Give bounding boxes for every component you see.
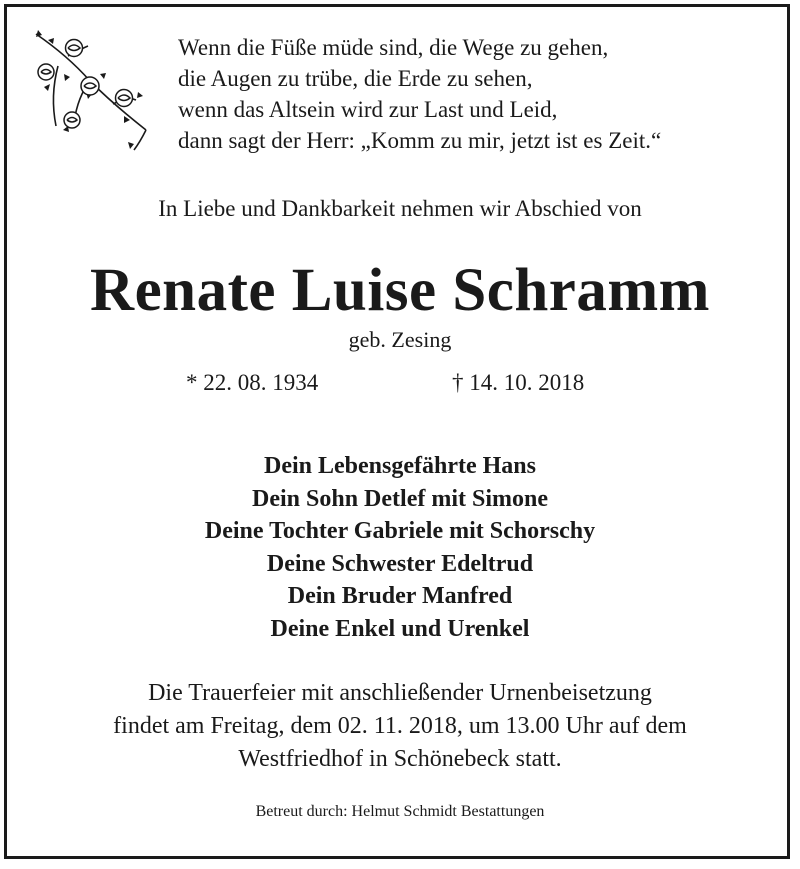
roses-branch-icon [28, 26, 158, 156]
poem [178, 32, 661, 156]
poem-line: Wenn die Füße müde sind, die Wege zu gehen, [178, 35, 609, 60]
death-date: † 14. 10. 2018 [452, 370, 585, 395]
birth-date: * 22. 08. 1934 [186, 370, 319, 395]
funeral-home-note: Betreut durch: Helmut Schmidt Bestattungen [255, 803, 545, 820]
mourner-item: Dein Bruder Manfred [287, 583, 513, 609]
funeral-line: Die Trauerfeier mit anschließender Urnenbeisetzung [148, 680, 652, 706]
mourner-item: Deine Schwester Edeltrud [266, 550, 534, 577]
mourner-item: Dein Sohn Detlef mit Simone [252, 485, 548, 512]
funeral-info [0, 677, 800, 776]
deceased-name: Renate Luise Schramm [90, 257, 710, 324]
intro-text: In Liebe und Dankbarkeit nehmen wir Abschied von [158, 196, 642, 221]
funeral-line: findet am Freitag, dem 02. 11. 2018, um 13.00 Uhr auf dem [113, 713, 687, 739]
mourner-item: Dein Lebensgefährte Hans [264, 453, 536, 479]
poem-line: dann sagt der Herr: „Komm zu mir, jetzt ist es Zeit.“ [178, 128, 662, 153]
poem-line: die Augen zu trübe, die Erde zu sehen, [178, 66, 533, 91]
mourner-item: Deine Tochter Gabriele mit Schorschy [204, 518, 596, 544]
maiden-name: geb. Zesing [348, 327, 452, 352]
mourner-item: Deine Enkel und Urenkel [270, 615, 530, 642]
poem-line: wenn das Altsein wird zur Last und Leid, [178, 97, 558, 122]
mourners-list [0, 450, 800, 645]
funeral-line: Westfriedhof in Schönebeck statt. [238, 746, 562, 772]
